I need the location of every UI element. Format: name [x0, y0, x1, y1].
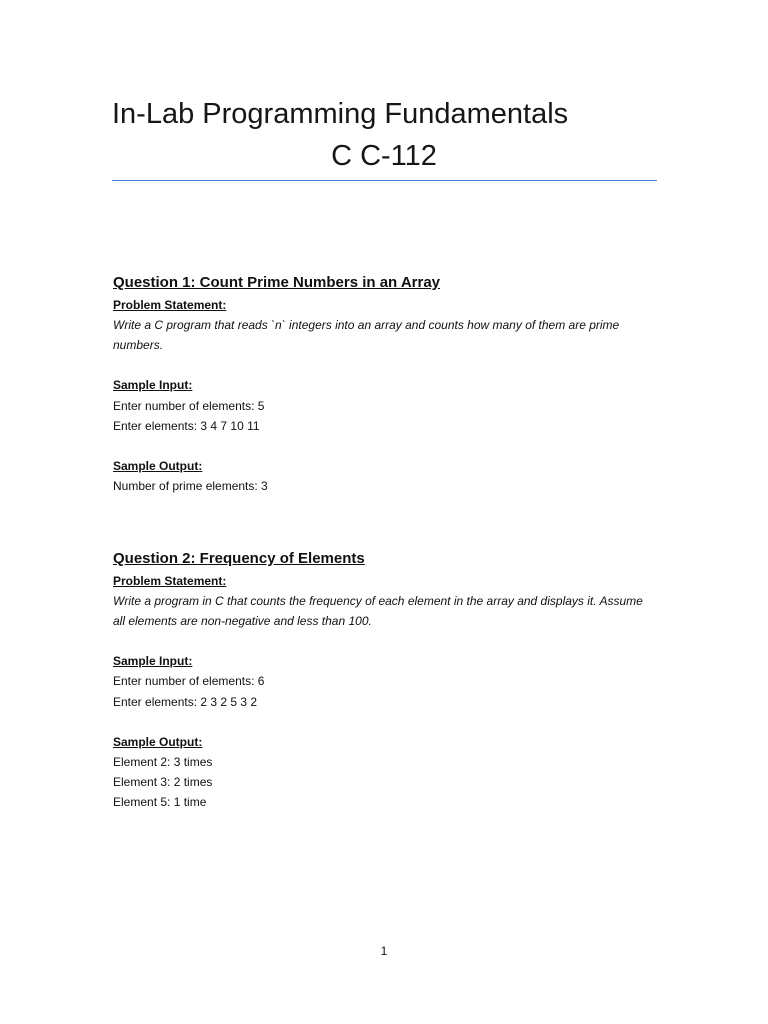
question-1-output-label: Sample Output:	[113, 459, 203, 473]
question-2-output-line-1: Element 2: 3 times	[113, 755, 213, 769]
page-number: 1	[380, 944, 388, 958]
question-1-input-line-1: Enter number of elements: 5	[113, 399, 265, 413]
question-2-heading: Question 2: Frequency of Elements	[113, 550, 365, 567]
title-divider	[112, 180, 657, 181]
question-2-output-line-3: Element 5: 1 time	[113, 795, 207, 809]
question-2-output-line-2: Element 3: 2 times	[113, 775, 213, 789]
question-2-output-label: Sample Output:	[113, 735, 203, 749]
question-2-problem-text: Write a program in C that counts the frequency of each element in the array and displays it. Assume all elements are non-negative and less than 100.	[113, 594, 643, 628]
question-1-problem-label: Problem Statement:	[113, 298, 227, 312]
question-2-input-line-2: Enter elements: 2 3 2 5 3 2	[113, 695, 258, 709]
question-1-input-line-2: Enter elements: 3 4 7 10 11	[113, 419, 260, 433]
question-1-problem-text: Write a C program that reads `n` integers into an array and counts how many of them are prime numbers.	[113, 318, 620, 352]
question-1-input-label: Sample Input:	[113, 378, 193, 392]
question-2-input-label: Sample Input:	[113, 654, 193, 668]
question-1-output-line-1: Number of prime elements: 3	[113, 479, 268, 493]
question-1-heading: Question 1: Count Prime Numbers in an Array	[113, 274, 441, 291]
course-code: C C-112	[331, 140, 437, 172]
question-2-problem-label: Problem Statement:	[113, 574, 227, 588]
question-2-input-line-1: Enter number of elements: 6	[113, 674, 265, 688]
document-title: In-Lab Programming Fundamentals	[112, 98, 569, 130]
